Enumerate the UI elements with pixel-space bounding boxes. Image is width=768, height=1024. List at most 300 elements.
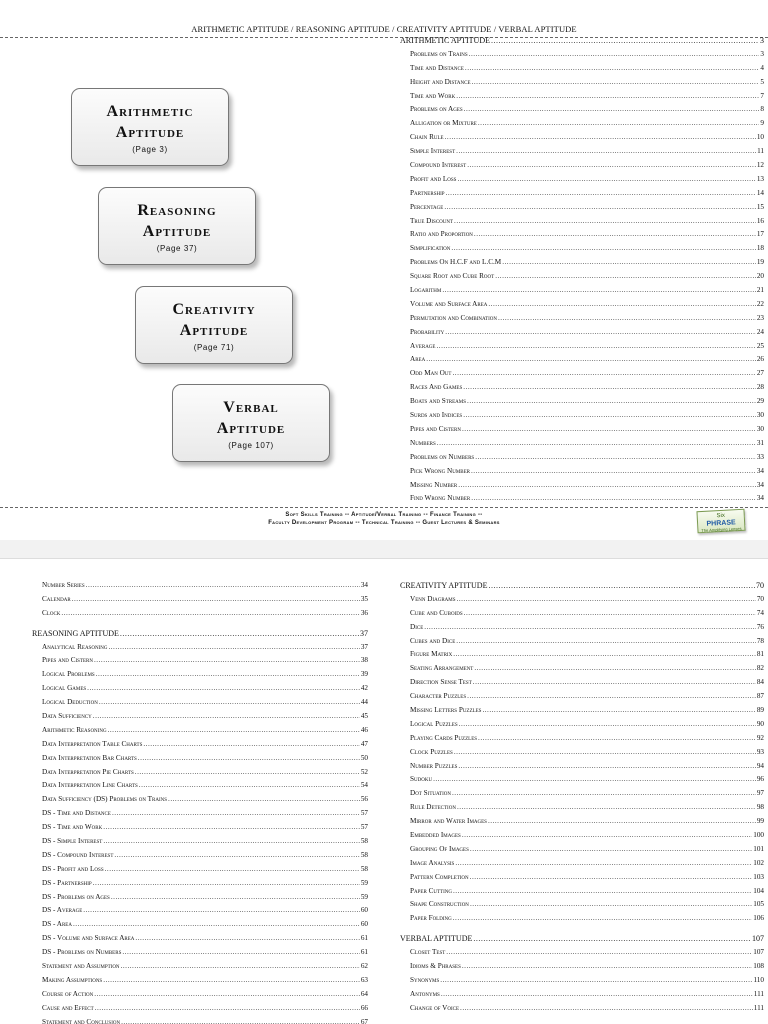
toc-entry-page: 31 [756, 438, 764, 447]
toc-dot-leader [457, 173, 755, 187]
toc-dot-leader [471, 465, 756, 479]
toc-dot-leader [445, 326, 756, 340]
toc-section-heading[interactable] [400, 579, 764, 593]
toc-entry-page: 36 [360, 608, 368, 617]
toc-entry[interactable] [32, 738, 368, 752]
toc-entry[interactable] [400, 988, 764, 1002]
toc-entry-page: 34 [756, 494, 764, 503]
toc-entry-page: 10 [756, 133, 764, 142]
toc-entry-label: DS - Problems on Numbers [42, 948, 122, 957]
toc-entry[interactable] [400, 437, 764, 451]
toc-entry[interactable] [400, 974, 764, 988]
toc-entry-page: 34 [756, 480, 764, 489]
toc-entry-page: 60 [360, 906, 368, 915]
toc-entry[interactable] [400, 117, 764, 131]
page-footer [0, 511, 768, 527]
toc-entry[interactable] [32, 932, 368, 946]
toc-entry-label: Profit and Loss [410, 174, 457, 183]
toc-entry-page: 90 [756, 719, 764, 728]
toc-entry-page: 21 [756, 286, 764, 295]
toc-entry[interactable] [32, 1016, 368, 1024]
toc-entry-label: Image Analysis [410, 858, 455, 867]
toc-entry-page: 44 [360, 698, 368, 707]
toc-entry-label: Probability [410, 327, 445, 336]
toc-dot-leader [114, 849, 359, 863]
toc-dot-leader [120, 627, 359, 641]
toc-entry-label: Races And Games [410, 383, 463, 392]
toc-dot-leader [471, 492, 756, 506]
toc-dot-leader [454, 746, 756, 760]
toc-entry-label: Venn Diagrams [410, 594, 456, 603]
toc-dot-leader [442, 284, 755, 298]
toc-entry-label: Pipes and Cistern [410, 424, 461, 433]
toc-entry-page: 3 [760, 36, 764, 45]
toc-entry[interactable] [400, 409, 764, 423]
toc-entry[interactable] [400, 898, 764, 912]
toc-entry[interactable] [400, 843, 764, 857]
toc-dot-leader [456, 145, 756, 159]
toc-entry-page: 99 [756, 817, 764, 826]
toc-dot-leader [473, 932, 751, 946]
toc-entry-label: Embedded Images [410, 831, 461, 840]
toc-entry-label: Antonyms [410, 989, 440, 998]
toc-entry-label: Logical Puzzles [410, 719, 458, 728]
toc-entry-page: 54 [360, 781, 368, 790]
toc-dot-leader [467, 395, 756, 409]
toc-entry-page: 84 [756, 678, 764, 687]
toc-entry[interactable] [400, 635, 764, 649]
toc-entry-page: 22 [756, 299, 764, 308]
toc-entry-label: Average [410, 341, 436, 350]
toc-entry[interactable] [32, 960, 368, 974]
toc-dot-leader [73, 918, 360, 932]
toc-entry-page: 93 [756, 747, 764, 756]
toc-entry[interactable] [400, 871, 764, 885]
toc-dot-leader [478, 732, 756, 746]
toc-entry[interactable] [400, 960, 764, 974]
toc-entry-label: Playing Cards Puzzles [410, 733, 478, 742]
toc-entry[interactable] [32, 710, 368, 724]
toc-dot-leader [470, 871, 753, 885]
toc-dot-leader [467, 159, 756, 173]
toc-entry-page: 34 [360, 581, 368, 589]
toc-entry-label: ARITHMETIC APTITUDE [400, 36, 490, 45]
toc-dot-leader [473, 676, 756, 690]
company-logo [696, 509, 745, 533]
toc-entry[interactable] [32, 835, 368, 849]
toc-entry[interactable] [400, 353, 764, 367]
badge-page: (Page 37) [156, 244, 198, 253]
toc-entry-page: 62 [360, 962, 368, 971]
toc-entry[interactable] [32, 724, 368, 738]
toc-entry[interactable] [400, 298, 764, 312]
toc-entry[interactable] [400, 90, 764, 104]
toc-entry-page: 20 [756, 272, 764, 281]
toc-entry[interactable] [400, 690, 764, 704]
toc-entry[interactable] [400, 746, 764, 760]
toc-entry[interactable] [400, 704, 764, 718]
toc-entry-page: 92 [756, 733, 764, 742]
badge-creativity [135, 286, 293, 364]
toc-entry-page: 18 [756, 244, 764, 253]
toc-entry[interactable] [400, 492, 764, 506]
toc-entry[interactable] [400, 465, 764, 479]
toc-entry[interactable] [32, 877, 368, 891]
toc-entry-label: Arithmetic Reasoning [42, 725, 107, 734]
toc-entry-page: 60 [360, 920, 368, 929]
toc-entry[interactable] [400, 857, 764, 871]
badge-title-line2: Aptitude [179, 322, 249, 339]
toc-entry[interactable] [32, 682, 368, 696]
toc-entry-label: DS - Volume and Surface Area [42, 934, 135, 943]
toc-entry-label: Number Puzzles [410, 761, 458, 770]
toc-entry[interactable] [32, 821, 368, 835]
toc-entry-page: 70 [756, 594, 764, 603]
badge-page: (Page 107) [228, 441, 274, 450]
toc-section-heading[interactable] [400, 34, 764, 48]
badge-verbal [172, 384, 330, 462]
toc-entry-page: 102 [753, 858, 764, 867]
toc-entry-page: 38 [360, 656, 368, 665]
toc-dot-leader [502, 256, 756, 270]
toc-entry[interactable] [400, 593, 764, 607]
toc-entry-page: 16 [756, 216, 764, 225]
toc-dot-leader [99, 696, 360, 710]
toc-dot-leader [83, 904, 360, 918]
toc-dot-leader [61, 607, 359, 621]
toc-entry[interactable] [400, 676, 764, 690]
toc-entry-label: Surds and Indices [410, 411, 463, 420]
toc-dot-leader [462, 423, 756, 437]
badge-arithmetic [71, 88, 229, 166]
toc-entry[interactable] [32, 1002, 368, 1016]
page-gap [0, 540, 768, 558]
toc-entry-page: 111 [753, 1003, 764, 1012]
toc-dot-leader [463, 409, 756, 423]
toc-dot-leader [440, 974, 752, 988]
toc-entry-page: 78 [756, 636, 764, 645]
toc-dot-leader [457, 801, 756, 815]
toc-entry-label: DS - Compound Interest [42, 850, 114, 859]
toc-entry-label: CREATIVITY APTITUDE [400, 581, 488, 590]
toc-entry-label: Pattern Completion [410, 872, 469, 881]
toc-entry[interactable] [400, 312, 764, 326]
toc-entry-page: 81 [756, 650, 764, 659]
toc-dot-leader [459, 718, 756, 732]
document-page-2 [0, 558, 768, 1024]
toc-entry-label: Clock [42, 608, 61, 617]
toc-entry[interactable] [400, 718, 764, 732]
toc-entry[interactable] [400, 48, 764, 62]
toc-entry-page: 11 [757, 147, 764, 156]
toc-dot-leader [446, 187, 756, 201]
toc-entry-label: Statement and Assumption [42, 962, 120, 971]
toc-entry[interactable] [32, 607, 368, 621]
toc-entry[interactable] [32, 696, 368, 710]
toc-entry-page: 19 [756, 258, 764, 267]
toc-entry-label: Find Wrong Number [410, 494, 471, 503]
toc-entry[interactable] [32, 654, 368, 668]
toc-entry-page: 63 [360, 975, 368, 984]
toc-entry-label: Percentage [410, 202, 444, 211]
toc-section-heading[interactable] [400, 932, 764, 946]
toc-entry[interactable] [400, 912, 764, 926]
toc-entry-page: 30 [756, 411, 764, 420]
toc-entry-label: Compound Interest [410, 161, 467, 170]
toc-entry[interactable] [400, 451, 764, 465]
toc-entry[interactable] [400, 395, 764, 409]
toc-entry-page: 103 [753, 872, 764, 881]
toc-entry-label: VERBAL APTITUDE [400, 934, 473, 944]
toc-entry-page: 56 [360, 795, 368, 804]
badge-reasoning [98, 187, 256, 265]
toc-dot-leader [452, 787, 756, 801]
toc-entry-page: 5 [760, 77, 764, 86]
toc-dot-leader [139, 779, 360, 793]
toc-entry[interactable] [400, 1002, 764, 1016]
toc-entry-label: DS - Problems on Ages [42, 892, 110, 901]
toc-entry-label: Change of Voice [410, 1003, 460, 1012]
toc-entry[interactable] [32, 849, 368, 863]
toc-entry-label: Course of Action [42, 989, 94, 998]
toc-entry[interactable] [400, 607, 764, 621]
toc-dot-leader [87, 682, 360, 696]
badge-title-line2: Aptitude [216, 420, 286, 437]
toc-list-page2-left [32, 579, 368, 1024]
toc-dot-leader [95, 1002, 360, 1016]
toc-entry-page: 61 [360, 948, 368, 957]
toc-dot-leader [454, 215, 756, 229]
badge-title-line1: Verbal [223, 399, 279, 416]
toc-entry[interactable] [400, 885, 764, 899]
toc-entry-page: 52 [360, 767, 368, 776]
toc-entry-label: DS - Average [42, 906, 83, 915]
toc-dot-leader [453, 912, 752, 926]
toc-entry-label: Pick Wrong Number [410, 466, 470, 475]
toc-entry-page: 59 [360, 878, 368, 887]
toc-entry[interactable] [400, 815, 764, 829]
toc-entry[interactable] [400, 270, 764, 284]
toc-dot-leader [446, 946, 752, 960]
toc-entry[interactable] [32, 974, 368, 988]
toc-entry[interactable] [400, 76, 764, 90]
badge-page: (Page 3) [132, 145, 168, 154]
toc-entry[interactable] [32, 779, 368, 793]
toc-dot-leader [138, 752, 360, 766]
toc-entry[interactable] [400, 187, 764, 201]
toc-entry[interactable] [400, 662, 764, 676]
toc-dot-leader [462, 829, 752, 843]
toc-entry-label: Dice [410, 622, 424, 631]
toc-entry-page: 66 [360, 1003, 368, 1012]
toc-entry[interactable] [32, 766, 368, 780]
toc-entry-page: 24 [756, 327, 764, 336]
toc-dot-leader [458, 760, 755, 774]
toc-entry[interactable] [400, 284, 764, 298]
toc-entry-label: Chain Rule [410, 133, 444, 142]
toc-entry[interactable] [400, 648, 764, 662]
toc-entry-page: 57 [360, 809, 368, 818]
toc-entry-page: 13 [756, 174, 764, 183]
toc-entry[interactable] [400, 829, 764, 843]
toc-entry-label: DS - Time and Work [42, 823, 103, 832]
toc-entry[interactable] [400, 479, 764, 493]
toc-entry[interactable] [400, 145, 764, 159]
toc-entry[interactable] [400, 760, 764, 774]
toc-entry-label: Problems on Trains [410, 49, 468, 58]
toc-entry[interactable] [400, 773, 764, 787]
toc-entry[interactable] [400, 381, 764, 395]
toc-entry-page: 42 [360, 684, 368, 693]
toc-entry[interactable] [32, 904, 368, 918]
toc-entry[interactable] [32, 807, 368, 821]
toc-entry-page: 23 [756, 313, 764, 322]
toc-entry-page: 25 [756, 341, 764, 350]
toc-entry-label: Cause and Effect [42, 1003, 94, 1012]
toc-entry-label: Numbers [410, 438, 436, 447]
toc-dot-leader [108, 724, 360, 738]
toc-entry[interactable] [400, 326, 764, 340]
toc-entry-label: Paper Folding [410, 914, 452, 923]
toc-entry-page: 100 [753, 831, 764, 840]
toc-entry-page: 108 [753, 962, 764, 971]
toc-dot-leader [482, 704, 755, 718]
toc-entry-page: 8 [760, 105, 764, 114]
toc-entry-page: 106 [753, 914, 764, 923]
toc-dot-leader [121, 1016, 360, 1024]
toc-dot-leader [475, 451, 756, 465]
toc-entry[interactable] [400, 62, 764, 76]
toc-entry-label: Statement and Conclusion [42, 1017, 121, 1024]
toc-dot-leader [122, 946, 359, 960]
toc-entry-label: Making Assumptions [42, 975, 103, 984]
toc-entry-label: Area [410, 355, 426, 364]
toc-dot-leader [453, 885, 752, 899]
toc-entry[interactable] [32, 918, 368, 932]
toc-entry-label: DS - Simple Interest [42, 837, 103, 846]
toc-dot-leader [437, 437, 756, 451]
toc-entry[interactable] [400, 367, 764, 381]
toc-entry-page: 3 [760, 49, 764, 58]
toc-entry[interactable] [32, 863, 368, 877]
toc-entry-label: Sudoku [410, 775, 433, 784]
toc-entry[interactable] [400, 228, 764, 242]
badge-title-line2: Aptitude [115, 124, 185, 141]
logo-line2: PHRASE [706, 519, 736, 528]
toc-entry[interactable] [400, 801, 764, 815]
toc-entry-page: 105 [753, 900, 764, 909]
toc-entry[interactable] [400, 173, 764, 187]
toc-entry[interactable] [32, 668, 368, 682]
toc-dot-leader [464, 607, 756, 621]
badge-title-line1: Arithmetic [106, 103, 194, 120]
toc-entry[interactable] [32, 793, 368, 807]
toc-entry[interactable] [32, 641, 368, 655]
toc-entry[interactable] [400, 159, 764, 173]
toc-entry-page: 89 [756, 706, 764, 715]
badge-title-line1: Reasoning [137, 202, 217, 219]
toc-entry-label: Figure Matrix [410, 650, 453, 659]
toc-entry-label: Dot Situation [410, 789, 451, 798]
toc-entry[interactable] [400, 256, 764, 270]
toc-entry[interactable] [32, 579, 368, 593]
toc-entry-page: 87 [756, 692, 764, 701]
toc-entry[interactable] [400, 103, 764, 117]
toc-entry[interactable] [400, 215, 764, 229]
toc-entry-page: 14 [756, 188, 764, 197]
toc-entry[interactable] [32, 891, 368, 905]
toc-dot-leader [135, 766, 360, 780]
toc-dot-leader [94, 654, 360, 668]
toc-entry[interactable] [400, 242, 764, 256]
toc-dot-leader [495, 270, 756, 284]
toc-entry[interactable] [400, 787, 764, 801]
toc-entry-label: Alligation or Mixture [410, 119, 477, 128]
toc-entry-label: Square Root and Cube Root [410, 272, 495, 281]
toc-entry[interactable] [400, 340, 764, 354]
toc-dot-leader [456, 90, 759, 104]
toc-entry-page: 96 [756, 775, 764, 784]
toc-entry-page: 47 [360, 739, 368, 748]
toc-entry[interactable] [400, 131, 764, 145]
toc-entry-label: Odd Man Out [410, 369, 452, 378]
toc-section-heading[interactable] [32, 627, 368, 641]
toc-list-page1 [400, 34, 764, 506]
toc-entry-page: 58 [360, 864, 368, 873]
toc-dot-leader [472, 76, 760, 90]
toc-entry-label: Cubes and Dice [410, 636, 456, 645]
toc-entry-page: 94 [756, 761, 764, 770]
toc-entry[interactable] [400, 946, 764, 960]
toc-entry-label: Partnership [410, 188, 445, 197]
toc-entry-label: Ratio and Proportion [410, 230, 473, 239]
toc-entry-page: 17 [756, 230, 764, 239]
toc-entry-page: 15 [756, 202, 764, 211]
toc-entry-label: Logical Problems [42, 670, 95, 679]
badge-title-line1: Creativity [172, 301, 256, 318]
toc-dot-leader [465, 62, 760, 76]
toc-dot-leader [112, 807, 360, 821]
toc-entry-label: Shape Construction [410, 900, 469, 909]
toc-dot-leader [444, 201, 755, 215]
toc-dot-leader [168, 793, 360, 807]
toc-entry[interactable] [32, 988, 368, 1002]
toc-entry-label: Logical Games [42, 684, 87, 693]
toc-dot-leader [455, 857, 752, 871]
toc-dot-leader [470, 843, 752, 857]
toc-entry-label: Problems On H.C.F and L.C.M [410, 258, 502, 267]
toc-entry-label: Idioms & Phrases [410, 962, 461, 971]
toc-entry-label: Number Series [42, 581, 85, 589]
toc-entry[interactable] [400, 201, 764, 215]
toc-entry-label: Volume and Surface Area [410, 299, 488, 308]
toc-dot-leader [453, 648, 756, 662]
toc-dot-leader [457, 593, 756, 607]
toc-entry[interactable] [400, 621, 764, 635]
toc-entry[interactable] [32, 752, 368, 766]
toc-entry-page: 57 [360, 823, 368, 832]
toc-dot-leader [445, 131, 756, 145]
toc-dot-leader [103, 835, 360, 849]
footer-line1: Soft Skills Training -- Aptitude/Verbal Training -- Finance Training -- [285, 512, 483, 518]
toc-entry-label: Time and Distance [410, 63, 464, 72]
toc-entry[interactable] [32, 946, 368, 960]
toc-entry[interactable] [400, 423, 764, 437]
toc-entry[interactable] [32, 593, 368, 607]
toc-entry[interactable] [400, 732, 764, 746]
toc-entry-page: 107 [753, 948, 764, 957]
toc-entry-label: Missing Number [410, 480, 458, 489]
